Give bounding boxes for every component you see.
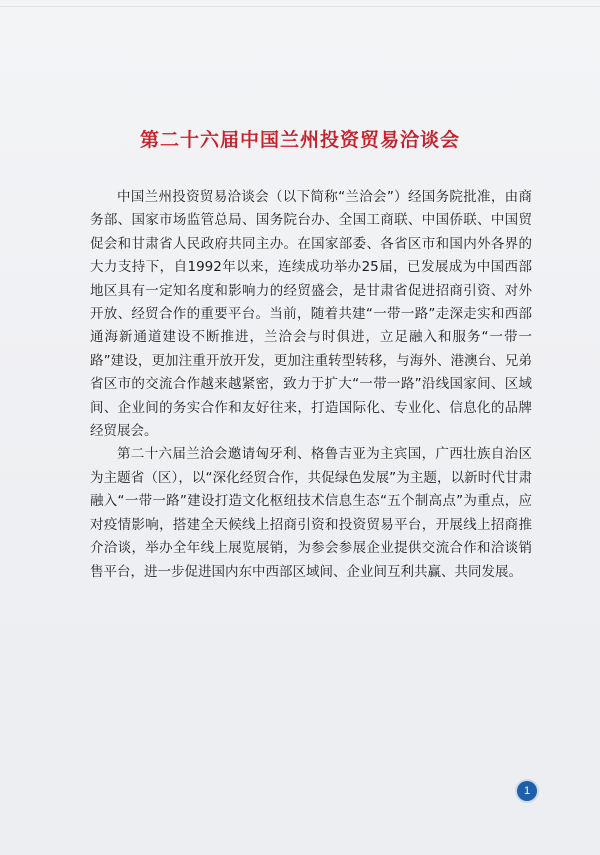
paragraph-2: 第二十六届兰洽会邀请匈牙利、格鲁吉亚为主宾国，广西壮族自治区为主题省（区），以“深化经贸合作，共促绿色发展”为主题，以新时代甘肃融入“一带一路”建设打造文化枢纽技术信息生态“五个制高点”为重点，应对疫情影响，搭建全天候线上招商引资和投资贸易平台，开展线上招商推介洽谈，举办全年线上展览展销，为参会参展企业提供交流合作和洽谈销售平台，进一步促进国内东中西部区域间、企业间互利共赢、共同发展。	[90, 446, 532, 580]
body-text	[90, 186, 532, 584]
page-title: 第二十六届中国兰州投资贸易洽谈会	[139, 129, 460, 151]
page-top-divider	[0, 6, 600, 7]
page-number-badge: 1	[517, 781, 537, 801]
paragraph-1: 中国兰州投资贸易洽谈会（以下简称“兰洽会”）经国务院批准，由商务部、国家市场监管总局、国务院台办、全国工商联、中国侨联、中国贸促会和甘肃省人民政府共同主办。在国家部委、各省区市和国内外各界的大力支持下，自1992年以来，连续成功举办25届，已发展成为中国西部地区具有一定知名度和影响力的经贸盛会，是甘肃省促进招商引资、对外开放、经贸合作的重要平台。当前，随着共建“一带一路”走深走实和西部通海新通道建设不断推进，兰洽会与时俱进，立足融入和服务“一带一路”建设，更加注重开放开发，更加注重转型转移，与海外、港澳台、兄弟省区市的交流合作越来越紧密，致力于扩大“一带一路”沿线国家间、区域间、企业间的务实合作和友好往来，打造国际化、专业化、信息化的品牌经贸展会。	[90, 189, 532, 440]
